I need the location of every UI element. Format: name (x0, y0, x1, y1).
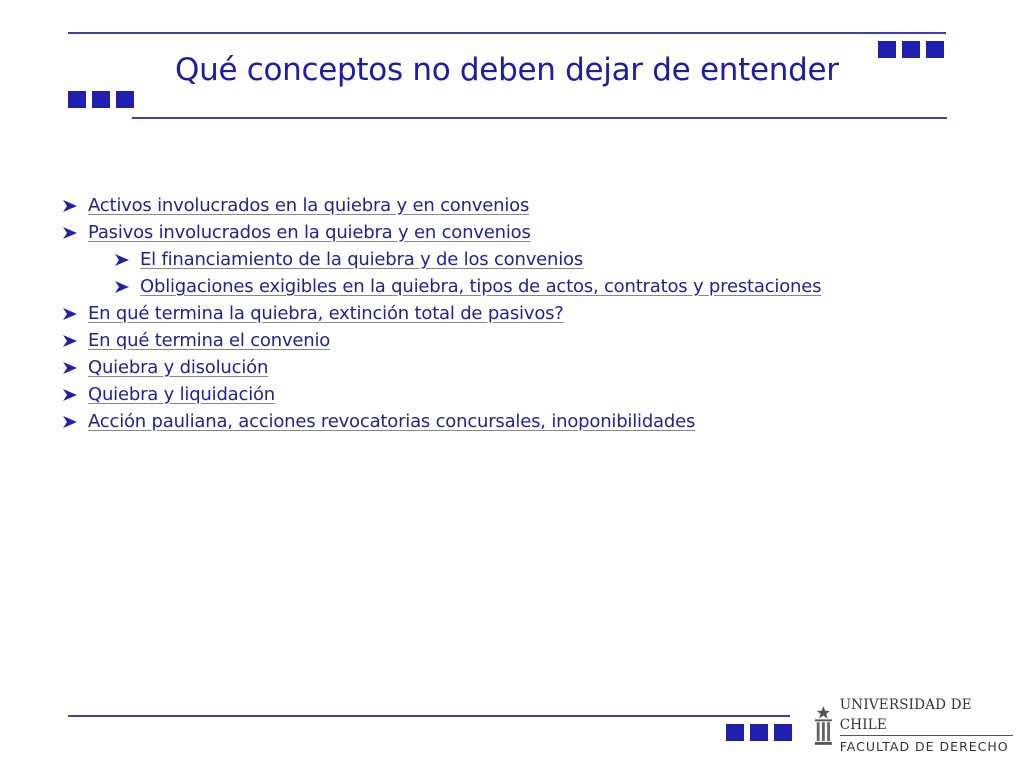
decor-square (902, 41, 920, 58)
arrow-bullet-icon (114, 273, 140, 300)
bullet-text: En qué termina el convenio (88, 330, 331, 351)
bullet-text: En qué termina la quiebra, extinción total de pasivos? (88, 303, 564, 324)
decor-square (68, 91, 86, 108)
sub-bullet-item (62, 246, 822, 273)
top-rule (68, 32, 946, 34)
bullet-text: Pasivos involucrados en la quiebra y en convenios (88, 222, 531, 243)
arrow-bullet-icon (62, 408, 88, 435)
arrow-bullet-icon (62, 192, 88, 219)
left-squares (68, 91, 134, 108)
decor-square (774, 724, 792, 741)
faculty-name: FACULTAD DE DERECHO (840, 735, 1013, 757)
arrow-bullet-icon (62, 381, 88, 408)
arrow-bullet-icon (62, 300, 88, 327)
bullet-text: Quiebra y liquidación (88, 384, 276, 405)
arrow-bullet-icon (62, 327, 88, 354)
bullet-item (62, 354, 822, 381)
title-underline (132, 117, 947, 119)
decor-square (878, 41, 896, 58)
decor-square (926, 41, 944, 58)
university-crest-icon (813, 704, 834, 748)
bullet-text: Acción pauliana, acciones revocatorias concursales, inoponibilidades (88, 411, 696, 432)
decor-square (92, 91, 110, 108)
bullet-item (62, 408, 822, 435)
bullet-item (62, 300, 822, 327)
bottom-squares (726, 724, 792, 741)
arrow-bullet-icon (114, 246, 140, 273)
decor-square (116, 91, 134, 108)
bullet-item (62, 219, 822, 246)
bullet-text: Quiebra y disolución (88, 357, 269, 378)
top-right-squares (878, 41, 944, 58)
bottom-rule (68, 715, 790, 717)
arrow-bullet-icon (62, 354, 88, 381)
university-name: UNIVERSIDAD DE CHILE (839, 697, 972, 733)
decor-square (726, 724, 744, 741)
bullet-item (62, 327, 822, 354)
bullet-list (62, 192, 822, 435)
bullet-text: El financiamiento de la quiebra y de los convenios (140, 249, 584, 270)
bullet-text: Activos involucrados en la quiebra y en convenios (88, 195, 530, 216)
bullet-text: Obligaciones exigibles en la quiebra, tipos de actos, contratos y prestaciones (140, 276, 822, 297)
university-logo (813, 697, 1013, 754)
page-title: Qué conceptos no deben dejar de entender (175, 52, 839, 88)
decor-square (750, 724, 768, 741)
bullet-item (62, 192, 822, 219)
arrow-bullet-icon (62, 219, 88, 246)
bullet-item (62, 381, 822, 408)
sub-bullet-item (62, 273, 822, 300)
